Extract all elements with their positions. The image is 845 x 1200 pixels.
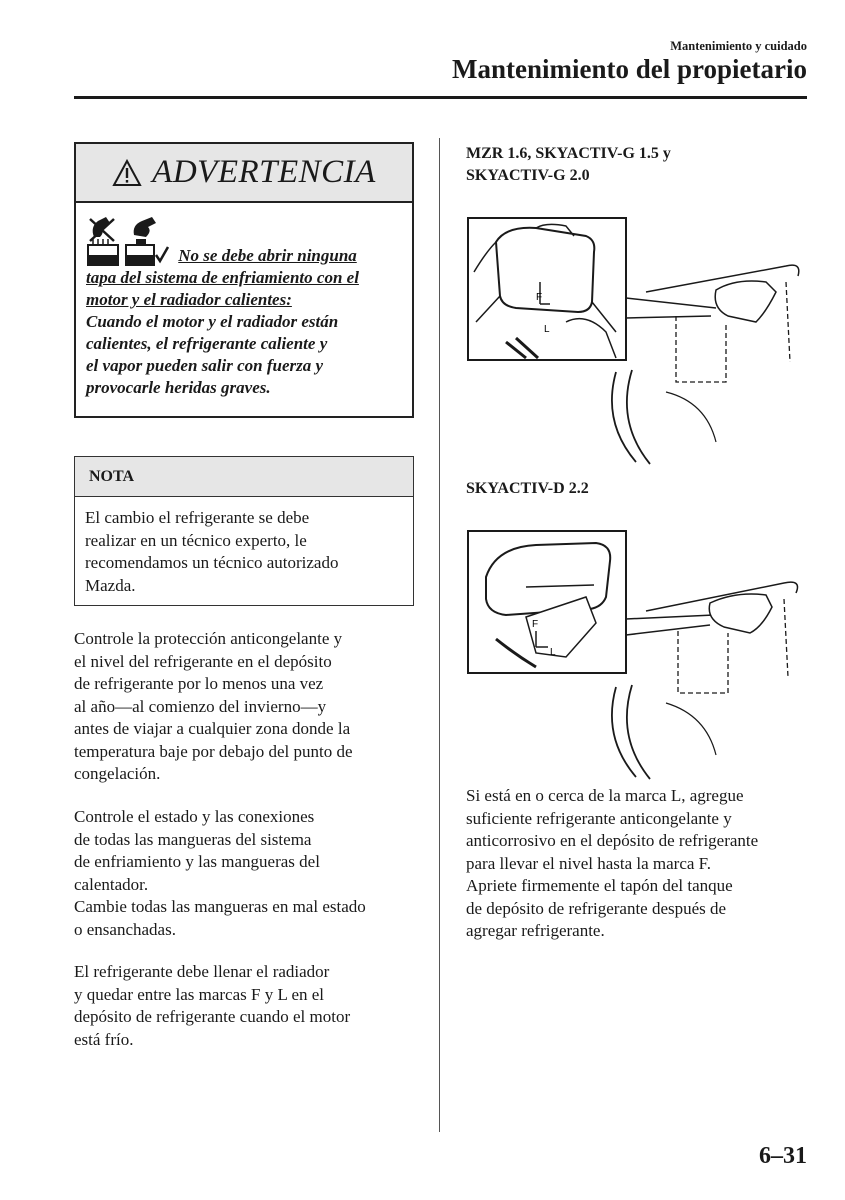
text-line: anticorrosivo en el depósito de refrigerante [466,831,759,850]
nota-line: Mazda. [85,575,136,595]
text-line: suficiente refrigerante anticongelante y [466,808,732,828]
nota-box [74,456,414,606]
warning-line: Cuando el motor y el radiador están [86,312,339,331]
nota-line: El cambio el refrigerante se debe [85,508,310,527]
warning-underlined-line: tapa del sistema de enfriamiento con el [86,268,359,287]
caption-line: MZR 1.6, SKYACTIV-G 1.5 y [466,145,671,162]
text-line: y quedar entre las marcas F y L en el [74,984,325,1004]
figure-caption-gasoline [466,143,786,187]
nota-header: NOTA [75,457,413,497]
mark-f-label: F [532,619,539,630]
paragraph-hoses-check [74,806,426,941]
mark-l-label: L [544,324,550,335]
mark-f-label: F [536,292,543,303]
nota-line: recomendamos un técnico autorizado [85,553,339,572]
text-line: calentador. [74,874,149,894]
text-line: al año—al comienzo del invierno—y [74,696,327,716]
text-line: agregar refrigerante. [466,921,605,940]
text-line: Apriete firmemente el tapón del tanque [466,876,733,895]
nota-body [75,497,413,597]
header-section: Mantenimiento y cuidado [670,39,807,53]
paragraph-coolant-level [74,961,426,1051]
header-rule [74,96,807,99]
page-title: Mantenimiento del propietario [452,54,807,84]
text-line: temperatura baje por debajo del punto de [74,741,353,761]
warning-header [76,144,412,203]
coolant-reservoir-figure-diesel [466,527,816,787]
text-line: Si está en o cerca de la marca L, agregue [466,786,744,805]
text-line: o ensanchadas. [74,919,176,939]
text-line: Controle la protección anticongelante y [74,629,343,648]
text-line: Cambie todas las mangueras en mal estado [74,897,366,916]
page-number: 6–31 [759,1143,807,1169]
mark-l-label: L [550,647,556,658]
text-line: congelación. [74,764,161,783]
warning-underlined-line: motor y el radiador calientes: [86,290,292,309]
warning-line: calientes, el refrigerante caliente y [86,334,328,353]
cool-reservoir-ok-hand-icon [124,215,172,267]
text-line: depósito de refrigerante cuando el motor [74,1007,351,1026]
hot-reservoir-crossed-hand-icon [86,215,120,267]
warning-box [74,142,414,418]
coolant-reservoir-figure-gasoline [466,212,816,472]
nota-line: realizar en un técnico experto, le [85,530,307,550]
paragraph-antifreeze-check [74,628,426,786]
warning-icons [86,215,172,267]
caption-line: SKYACTIV-G 2.0 [466,167,590,184]
warning-line: provocarle heridas graves. [86,378,271,397]
text-line: El refrigerante debe llenar el radiador [74,962,330,981]
text-line: de depósito de refrigerante después de [466,898,727,918]
text-line: de enfriamiento y las mangueras del [74,852,320,871]
text-line: de todas las mangueras del sistema [74,829,312,849]
text-line: Controle el estado y las conexiones [74,807,315,826]
warning-title: ADVERTENCIA [152,154,376,190]
paragraph-add-coolant [466,785,816,943]
text-line: el nivel del refrigerante en el depósito [74,651,332,671]
column-divider [439,138,440,1132]
figure-caption-diesel [466,478,589,500]
text-line: para llevar el nivel hasta la marca F. [466,853,712,873]
caption-line: SKYACTIV-D 2.2 [466,480,589,497]
warning-body [76,203,412,399]
text-line: está frío. [74,1029,134,1049]
text-line: antes de viajar a cualquier zona donde la [74,719,351,738]
warning-underlined-line: No se debe abrir ninguna [178,246,357,265]
text-line: de refrigerante por lo menos una vez [74,674,324,693]
warning-line: el vapor pueden salir con fuerza y [86,356,324,375]
warning-triangle-icon [112,159,142,187]
